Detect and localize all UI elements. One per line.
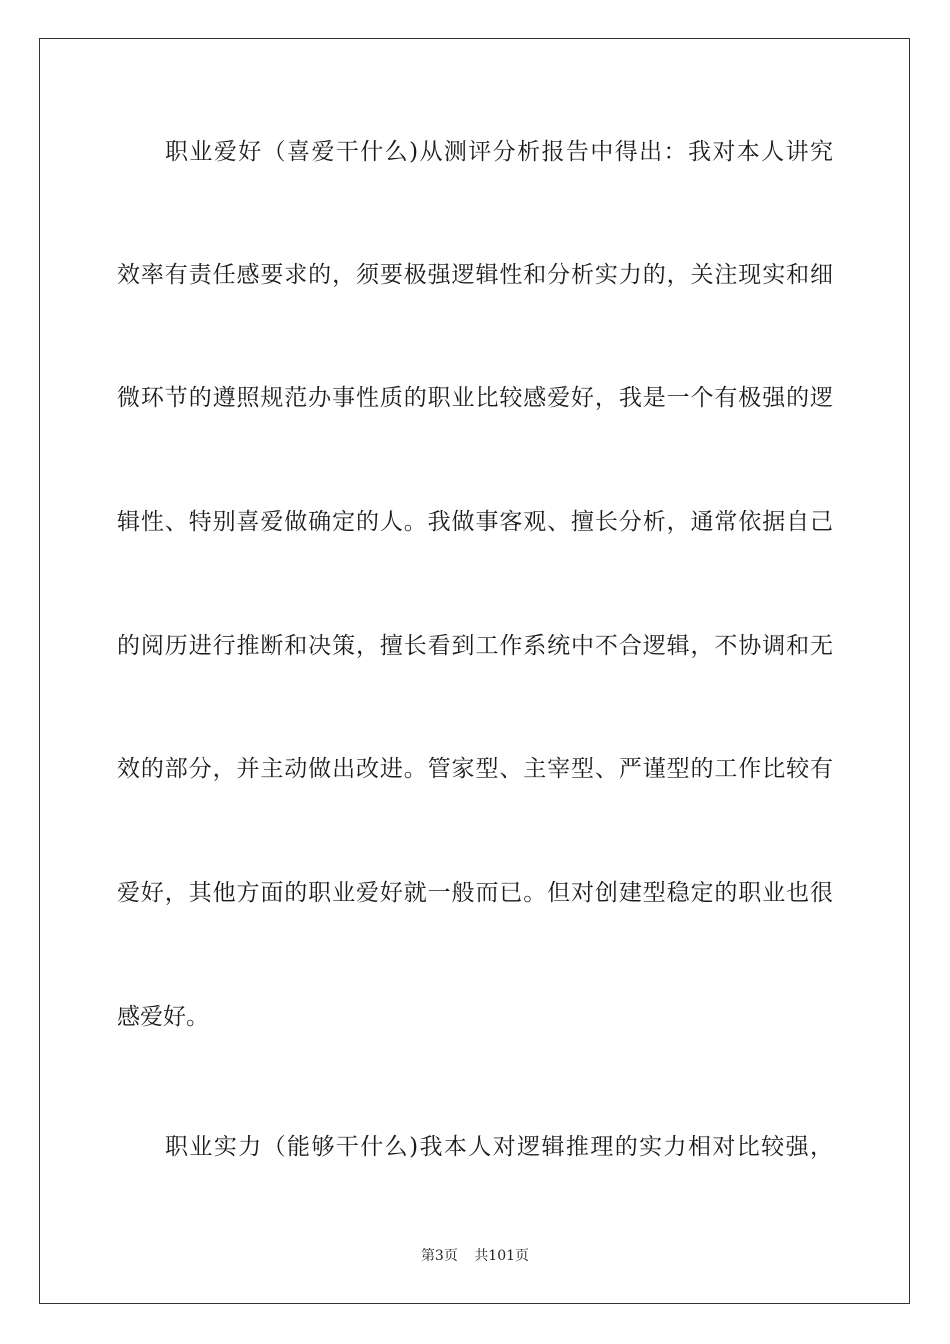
paragraph-line: 微环节的遵照规范办事性质的职业比较感爱好，我是一个有极强的逻 bbox=[117, 385, 833, 411]
paragraph-line: 职业实力（能够干什么)我本人对逻辑推理的实力相对比较强， bbox=[165, 1134, 833, 1160]
paragraph-line: 辑性、特别喜爱做确定的人。我做事客观、擅长分析，通常依据自己 bbox=[117, 509, 833, 535]
paragraph-line: 的阅历进行推断和决策，擅长看到工作系统中不合逻辑，不协调和无 bbox=[117, 633, 833, 659]
paragraph-line: 效的部分，并主动做出改进。管家型、主宰型、严谨型的工作比较有 bbox=[117, 756, 833, 782]
paragraph-line: 职业爱好（喜爱干什么)从测评分析报告中得出：我对本人讲究 bbox=[165, 139, 833, 165]
paragraph-line: 效率有责任感要求的，须要极强逻辑性和分析实力的，关注现实和细 bbox=[117, 262, 833, 288]
page-total: 共101页 bbox=[474, 1248, 530, 1264]
paragraph-line: 感爱好。 bbox=[117, 1004, 209, 1030]
paragraph-line: 爱好，其他方面的职业爱好就一般而已。但对创建型稳定的职业也很 bbox=[117, 880, 833, 906]
page-number: 第3页 bbox=[420, 1248, 458, 1264]
page-footer bbox=[0, 1247, 950, 1265]
page-border bbox=[39, 38, 910, 1304]
